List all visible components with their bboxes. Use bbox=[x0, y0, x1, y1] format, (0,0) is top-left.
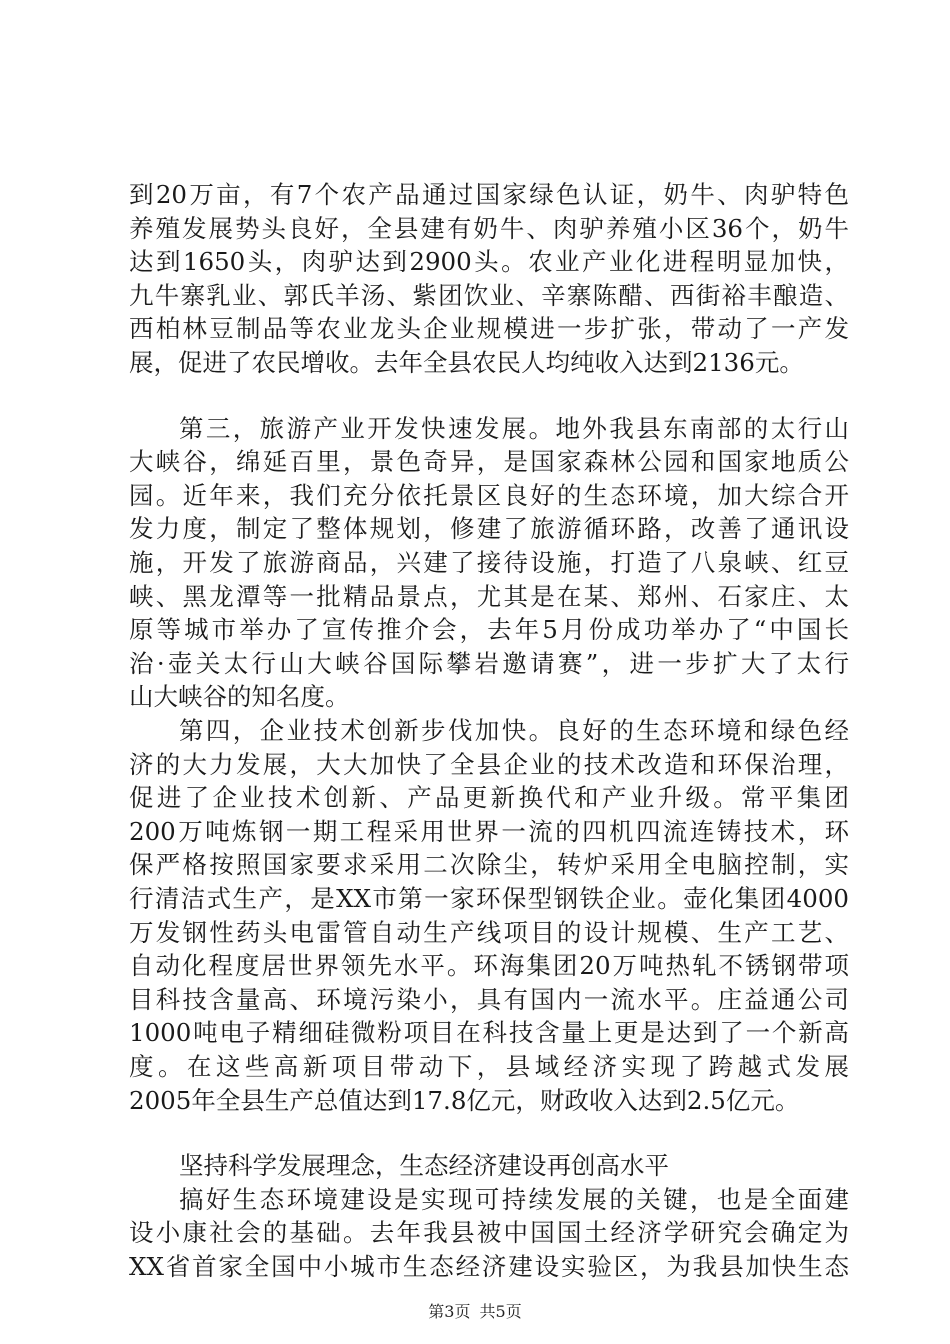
text-line: 设小康社会的基础。去年我县被中国国土经济学研究会确定为 bbox=[129, 1218, 849, 1247]
text-line: 原等城市举办了宣传推介会，去年5月份成功举办了“中国长 bbox=[129, 615, 849, 644]
paragraph-heading-tourism: 第三，旅游产业开发快速发展。地外我县东南部的太行山 bbox=[179, 414, 849, 443]
text-line: 峡、黑龙潭等一批精品景点，尤其是在某、郑州、石家庄、太 bbox=[129, 582, 849, 611]
text-line: 展，促进了农民增收。去年全县农民人均纯收入达到2136元。 bbox=[129, 348, 804, 377]
text-line: 2005年全县生产总值达到17.8亿元，财政收入达到2.5亿元。 bbox=[129, 1086, 800, 1115]
text-line: 促进了企业技术创新、产品更新换代和产业升级。常平集团 bbox=[129, 783, 849, 812]
text-line: 山大峡谷的知名度。 bbox=[129, 682, 350, 711]
text-line: 西柏林豆制品等农业龙头企业规模进一步扩张，带动了一产发 bbox=[129, 314, 849, 343]
text-line: 施，开发了旅游商品，兴建了接待设施，打造了八泉峡、红豆 bbox=[129, 548, 849, 577]
text-line: 发力度，制定了整体规划，修建了旅游循环路，改善了通讯设 bbox=[129, 514, 849, 543]
text-line: XX省首家全国中小城市生态经济建设实验区，为我县加快生态 bbox=[129, 1252, 849, 1281]
text-line: 九牛寨乳业、郭氏羊汤、紫团饮业、辛寨陈醋、西街裕丰酿造、 bbox=[129, 281, 849, 310]
text-line: 目科技含量高、环境污染小，具有国内一流水平。庄益通公司 bbox=[129, 985, 849, 1014]
text-line: 保严格按照国家要求采用二次除尘，转炉采用全电脑控制，实 bbox=[129, 850, 849, 879]
text-line: 万发钢性药头电雷管自动生产线项目的设计规模、生产工艺、 bbox=[129, 918, 849, 947]
text-line: 大峡谷，绵延百里，景色奇异，是国家森林公园和国家地质公 bbox=[129, 447, 849, 476]
paragraph-heading-innovation: 第四，企业技术创新步伐加快。良好的生态环境和绿色经 bbox=[179, 716, 849, 745]
page-total: 共5页 bbox=[479, 1302, 522, 1321]
text-line: 搞好生态环境建设是实现可持续发展的关键，也是全面建 bbox=[179, 1185, 849, 1214]
text-line: 1000吨电子精细硅微粉项目在科技含量上更是达到了一个新高 bbox=[129, 1018, 849, 1047]
page-footer bbox=[0, 1299, 950, 1322]
text-line: 度。在这些高新项目带动下，县域经济实现了跨越式发展 bbox=[129, 1052, 849, 1081]
text-line: 到20万亩，有7个农产品通过国家绿色认证，奶牛、肉驴特色 bbox=[129, 180, 849, 209]
text-line: 自动化程度居世界领先水平。环海集团20万吨热轧不锈钢带项 bbox=[129, 951, 849, 980]
section-heading: 坚持科学发展理念，生态经济建设再创高水平 bbox=[179, 1151, 669, 1180]
text-line: 达到1650头，肉驴达到2900头。农业产业化进程明显加快， bbox=[129, 247, 849, 276]
text-line: 养殖发展势头良好，全县建有奶牛、肉驴养殖小区36个，奶牛 bbox=[129, 214, 849, 243]
text-line: 行清洁式生产，是XX市第一家环保型钢铁企业。壶化集团4000 bbox=[129, 884, 849, 913]
text-line: 园。近年来，我们充分依托景区良好的生态环境，加大综合开 bbox=[129, 481, 849, 510]
text-line: 济的大力发展，大大加快了全县企业的技术改造和环保治理， bbox=[129, 750, 849, 779]
text-line: 治·壶关太行山大峡谷国际攀岩邀请赛”，进一步扩大了太行 bbox=[129, 649, 849, 678]
page-number: 第3页 bbox=[428, 1302, 471, 1321]
text-line: 200万吨炼钢一期工程采用世界一流的四机四流连铸技术，环 bbox=[129, 817, 849, 846]
